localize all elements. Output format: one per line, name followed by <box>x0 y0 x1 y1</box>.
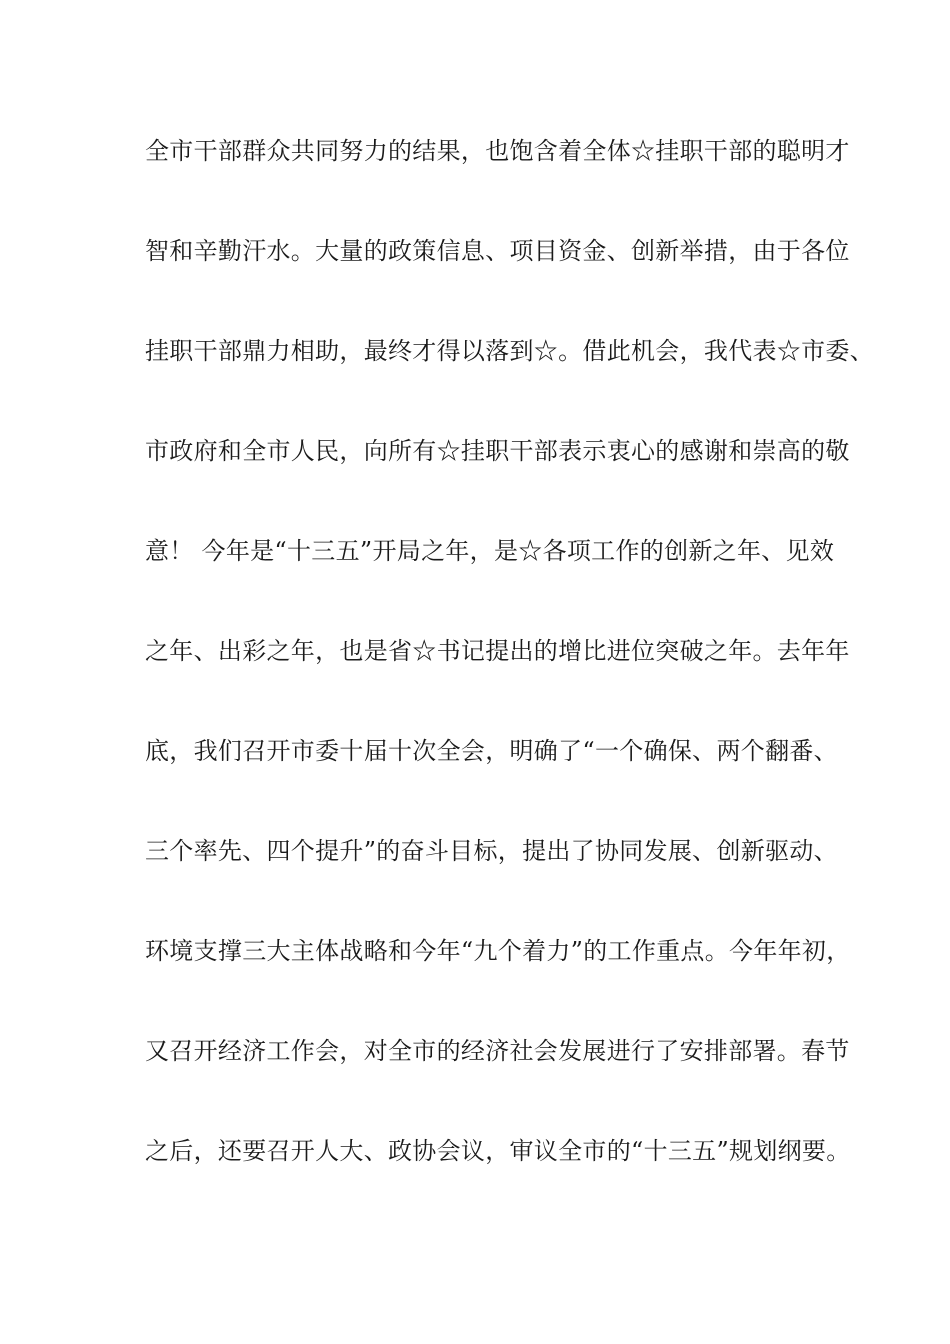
text-line: 之年、出彩之年，也是省☆书记提出的增比进位突破之年。去年年 <box>145 637 850 665</box>
text-line: 三个率先、四个提升”的奋斗目标，提出了协同发展、创新驱动、 <box>145 837 838 865</box>
text-line: 底，我们召开市委十届十次全会，明确了“一个确保、两个翻番、 <box>145 737 838 765</box>
text-line: 之后，还要召开人大、政协会议，审议全市的“十三五”规划纲要。 <box>145 1137 851 1165</box>
text-line: 智和辛勤汗水。大量的政策信息、项目资金、创新举措，由于各位 <box>145 237 850 265</box>
text-line: 挂职干部鼎力相助，最终才得以落到☆。借此机会，我代表☆市委、 <box>145 337 874 365</box>
text-line: 又召开经济工作会，对全市的经济社会发展进行了安排部署。春节 <box>145 1037 850 1065</box>
text-line: 意！ 今年是“十三五”开局之年，是☆各项工作的创新之年、见效 <box>145 537 835 565</box>
text-line: 环境支撑三大主体战略和今年“九个着力”的工作重点。今年年初， <box>145 937 851 965</box>
text-line: 全市干部群众共同努力的结果，也饱含着全体☆挂职干部的聪明才 <box>145 137 850 165</box>
text-line: 市政府和全市人民，向所有☆挂职干部表示衷心的感谢和崇高的敬 <box>145 437 850 465</box>
